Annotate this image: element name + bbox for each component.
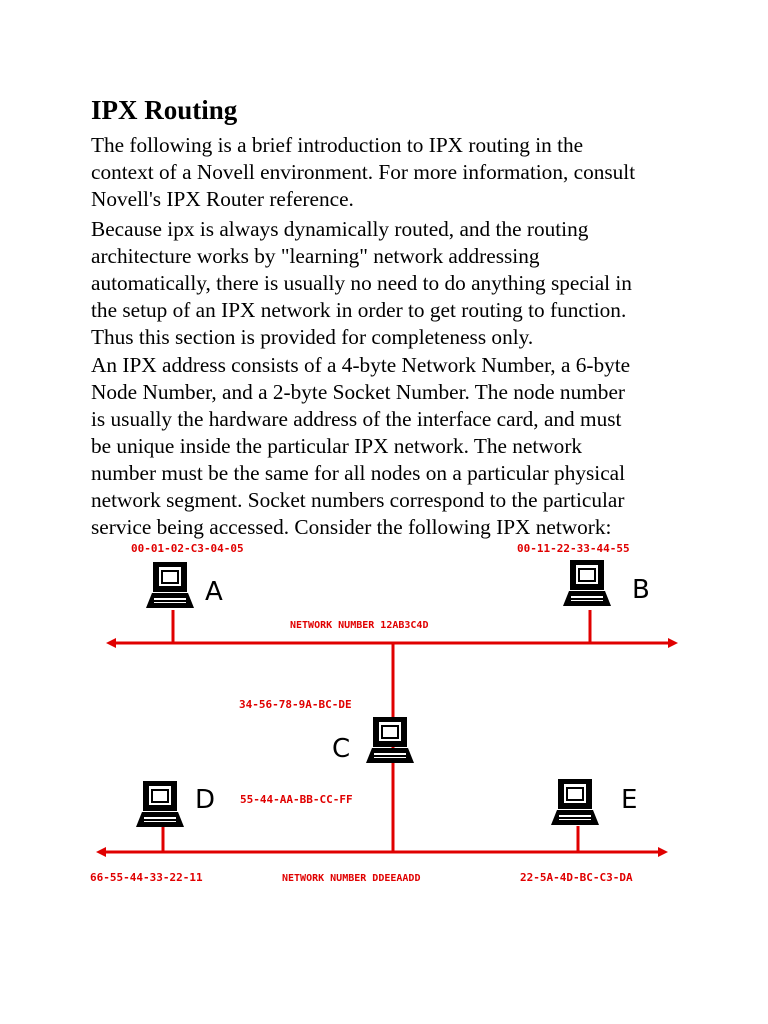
page-title: IPX Routing bbox=[91, 95, 238, 125]
text-line: network segment. Socket numbers correspond to the particular bbox=[91, 488, 625, 512]
text-line: Node Number, and a 2-byte Socket Number. The node number bbox=[91, 380, 625, 404]
network-arrow-right bbox=[668, 638, 678, 648]
text-line: context of a Novell environment. For more information, consult bbox=[91, 160, 636, 184]
network-arrow-left bbox=[106, 638, 116, 648]
address-label-c-top: 34-56-78-9A-BC-DE bbox=[239, 698, 352, 711]
node-letter-d: D bbox=[195, 785, 216, 815]
address-label-b: 00-11-22-33-44-55 bbox=[517, 542, 630, 555]
node-letter-e: E bbox=[621, 785, 638, 815]
text-line: is usually the hardware address of the interface card, and must bbox=[91, 407, 622, 431]
network-number-bottom: NETWORK NUMBER DDEEAADD bbox=[282, 873, 421, 884]
text-line: The following is a brief introduction to IPX routing in the bbox=[91, 133, 584, 157]
computer-icon-d bbox=[136, 781, 184, 827]
text-line: number must be the same for all nodes on a particular physical bbox=[91, 461, 626, 485]
address-label-a: 00-01-02-C3-04-05 bbox=[131, 542, 244, 555]
text-line: Novell's IPX Router reference. bbox=[91, 187, 354, 211]
computer-icon-e bbox=[551, 779, 599, 825]
text-line: An IPX address consists of a 4-byte Network Number, a 6-byte bbox=[91, 353, 631, 377]
computer-icon-b bbox=[563, 560, 611, 606]
node-letter-c: C bbox=[332, 734, 351, 764]
network-arrow-left bbox=[96, 847, 106, 857]
text-line: be unique inside the particular IPX network. The network bbox=[91, 434, 583, 458]
address-label-d: 66-55-44-33-22-11 bbox=[90, 871, 203, 884]
text-line: automatically, there is usually no need to do anything special in bbox=[91, 271, 632, 295]
address-label-c-bottom: 55-44-AA-BB-CC-FF bbox=[240, 793, 353, 806]
text-line: Thus this section is provided for completeness only. bbox=[91, 325, 534, 349]
node-letter-a: A bbox=[205, 577, 223, 607]
computer-icon-c bbox=[366, 717, 414, 763]
text-line: architecture works by "learning" network addressing bbox=[91, 244, 540, 268]
text-line: the setup of an IPX network in order to get routing to function. bbox=[91, 298, 627, 322]
text-line: Because ipx is always dynamically routed, and the routing bbox=[91, 217, 589, 241]
node-letter-b: B bbox=[632, 575, 650, 605]
network-arrow-right bbox=[658, 847, 668, 857]
network-number-top: NETWORK NUMBER 12AB3C4D bbox=[290, 620, 429, 631]
computer-icon-a bbox=[146, 562, 194, 608]
text-line: service being accessed. Consider the following IPX network: bbox=[91, 515, 612, 539]
address-label-e: 22-5A-4D-BC-C3-DA bbox=[520, 871, 633, 884]
